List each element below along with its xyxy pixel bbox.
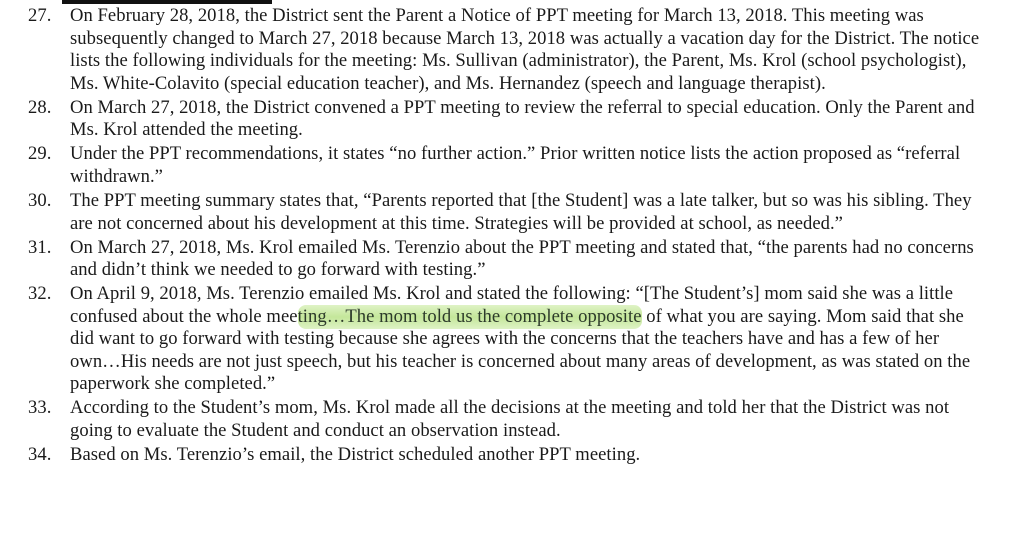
paragraph-number: 33.: [28, 397, 52, 419]
paragraph-text: Under the PPT recommendations, it states “no further action.” Prior written notice lists the action proposed as “referral withdrawn.”: [70, 143, 961, 187]
paragraph-number: 27.: [28, 5, 52, 26]
paragraph-text: Based on Ms. Terenzio’s email, the District scheduled another PPT meeting.: [70, 444, 641, 466]
paragraph-33: [0, 397, 1024, 442]
paragraph-text: On March 27, 2018, Ms. Krol emailed Ms. Terenzio about the PPT meeting and stated that, “the parents had no concerns and didn’t think we needed to go forward with testing.”: [70, 236, 974, 281]
paragraph-text: On March 27, 2018, the District convened a PPT meeting to review the referral to special education. Only the Parent and Ms. Krol attended the meeting.: [70, 96, 975, 141]
paragraph-number: 30.: [28, 189, 52, 211]
paragraph-27: [0, 5, 1024, 95]
paragraph-29: [0, 143, 1024, 188]
paragraph-number: 34.: [28, 444, 52, 466]
paragraph-number: 31.: [28, 236, 52, 258]
paragraph-number: 29.: [28, 143, 52, 165]
paragraph-32: [0, 283, 1024, 396]
highlighted-text: ting…The mom told us the complete opposite: [297, 305, 642, 327]
paragraph-34: [0, 444, 1024, 467]
paragraph-number: 32.: [28, 283, 52, 305]
paragraph-text-after: of what you are saying. Mom said that she did want to go forward with testing because she agrees with the concerns that the teachers have and has a few of her own…His needs are not just speech, but his teacher is concerned about many areas of development, as was stated on the paperwork she completed.”: [70, 305, 971, 395]
paragraph-30: [0, 190, 1024, 235]
paragraph-text: According to the Student’s mom, Ms. Krol made all the decisions at the meeting and told her that the District was not going to evaluate the Student and conduct an observation instead.: [70, 397, 950, 442]
findings-list: [0, 5, 1024, 468]
paragraph-text-before: On April 9, 2018, Ms. Terenzio emailed Ms. Krol and stated the following: “[The Student’s] mom said she was a little confused about the whole mee: [70, 283, 954, 327]
paragraph-31: [0, 237, 1024, 282]
paragraph-text: The PPT meeting summary states that, “Parents reported that [the Student] was a late talker, but so was his sibling. They are not concerned about his development at this time. Strategies will be provided at school, as needed.”: [70, 189, 972, 234]
paragraph-text: On February 28, 2018, the District sent the Parent a Notice of PPT meeting for March 13, 2018. This meeting was subsequently changed to March 27, 2018 because March 13, 2018 was actually a vacation day for the District. The notice lists the following individuals for the meeting: Ms. Sullivan (administrator), the Parent, Ms. Krol (school psychologist), Ms. White-Colavito (special education teacher), and Ms. Hernandez (speech and language therapist).: [70, 5, 980, 94]
scan-top-edge: [62, 0, 272, 4]
paragraph-28: [0, 97, 1024, 142]
paragraph-number: 28.: [28, 96, 52, 118]
